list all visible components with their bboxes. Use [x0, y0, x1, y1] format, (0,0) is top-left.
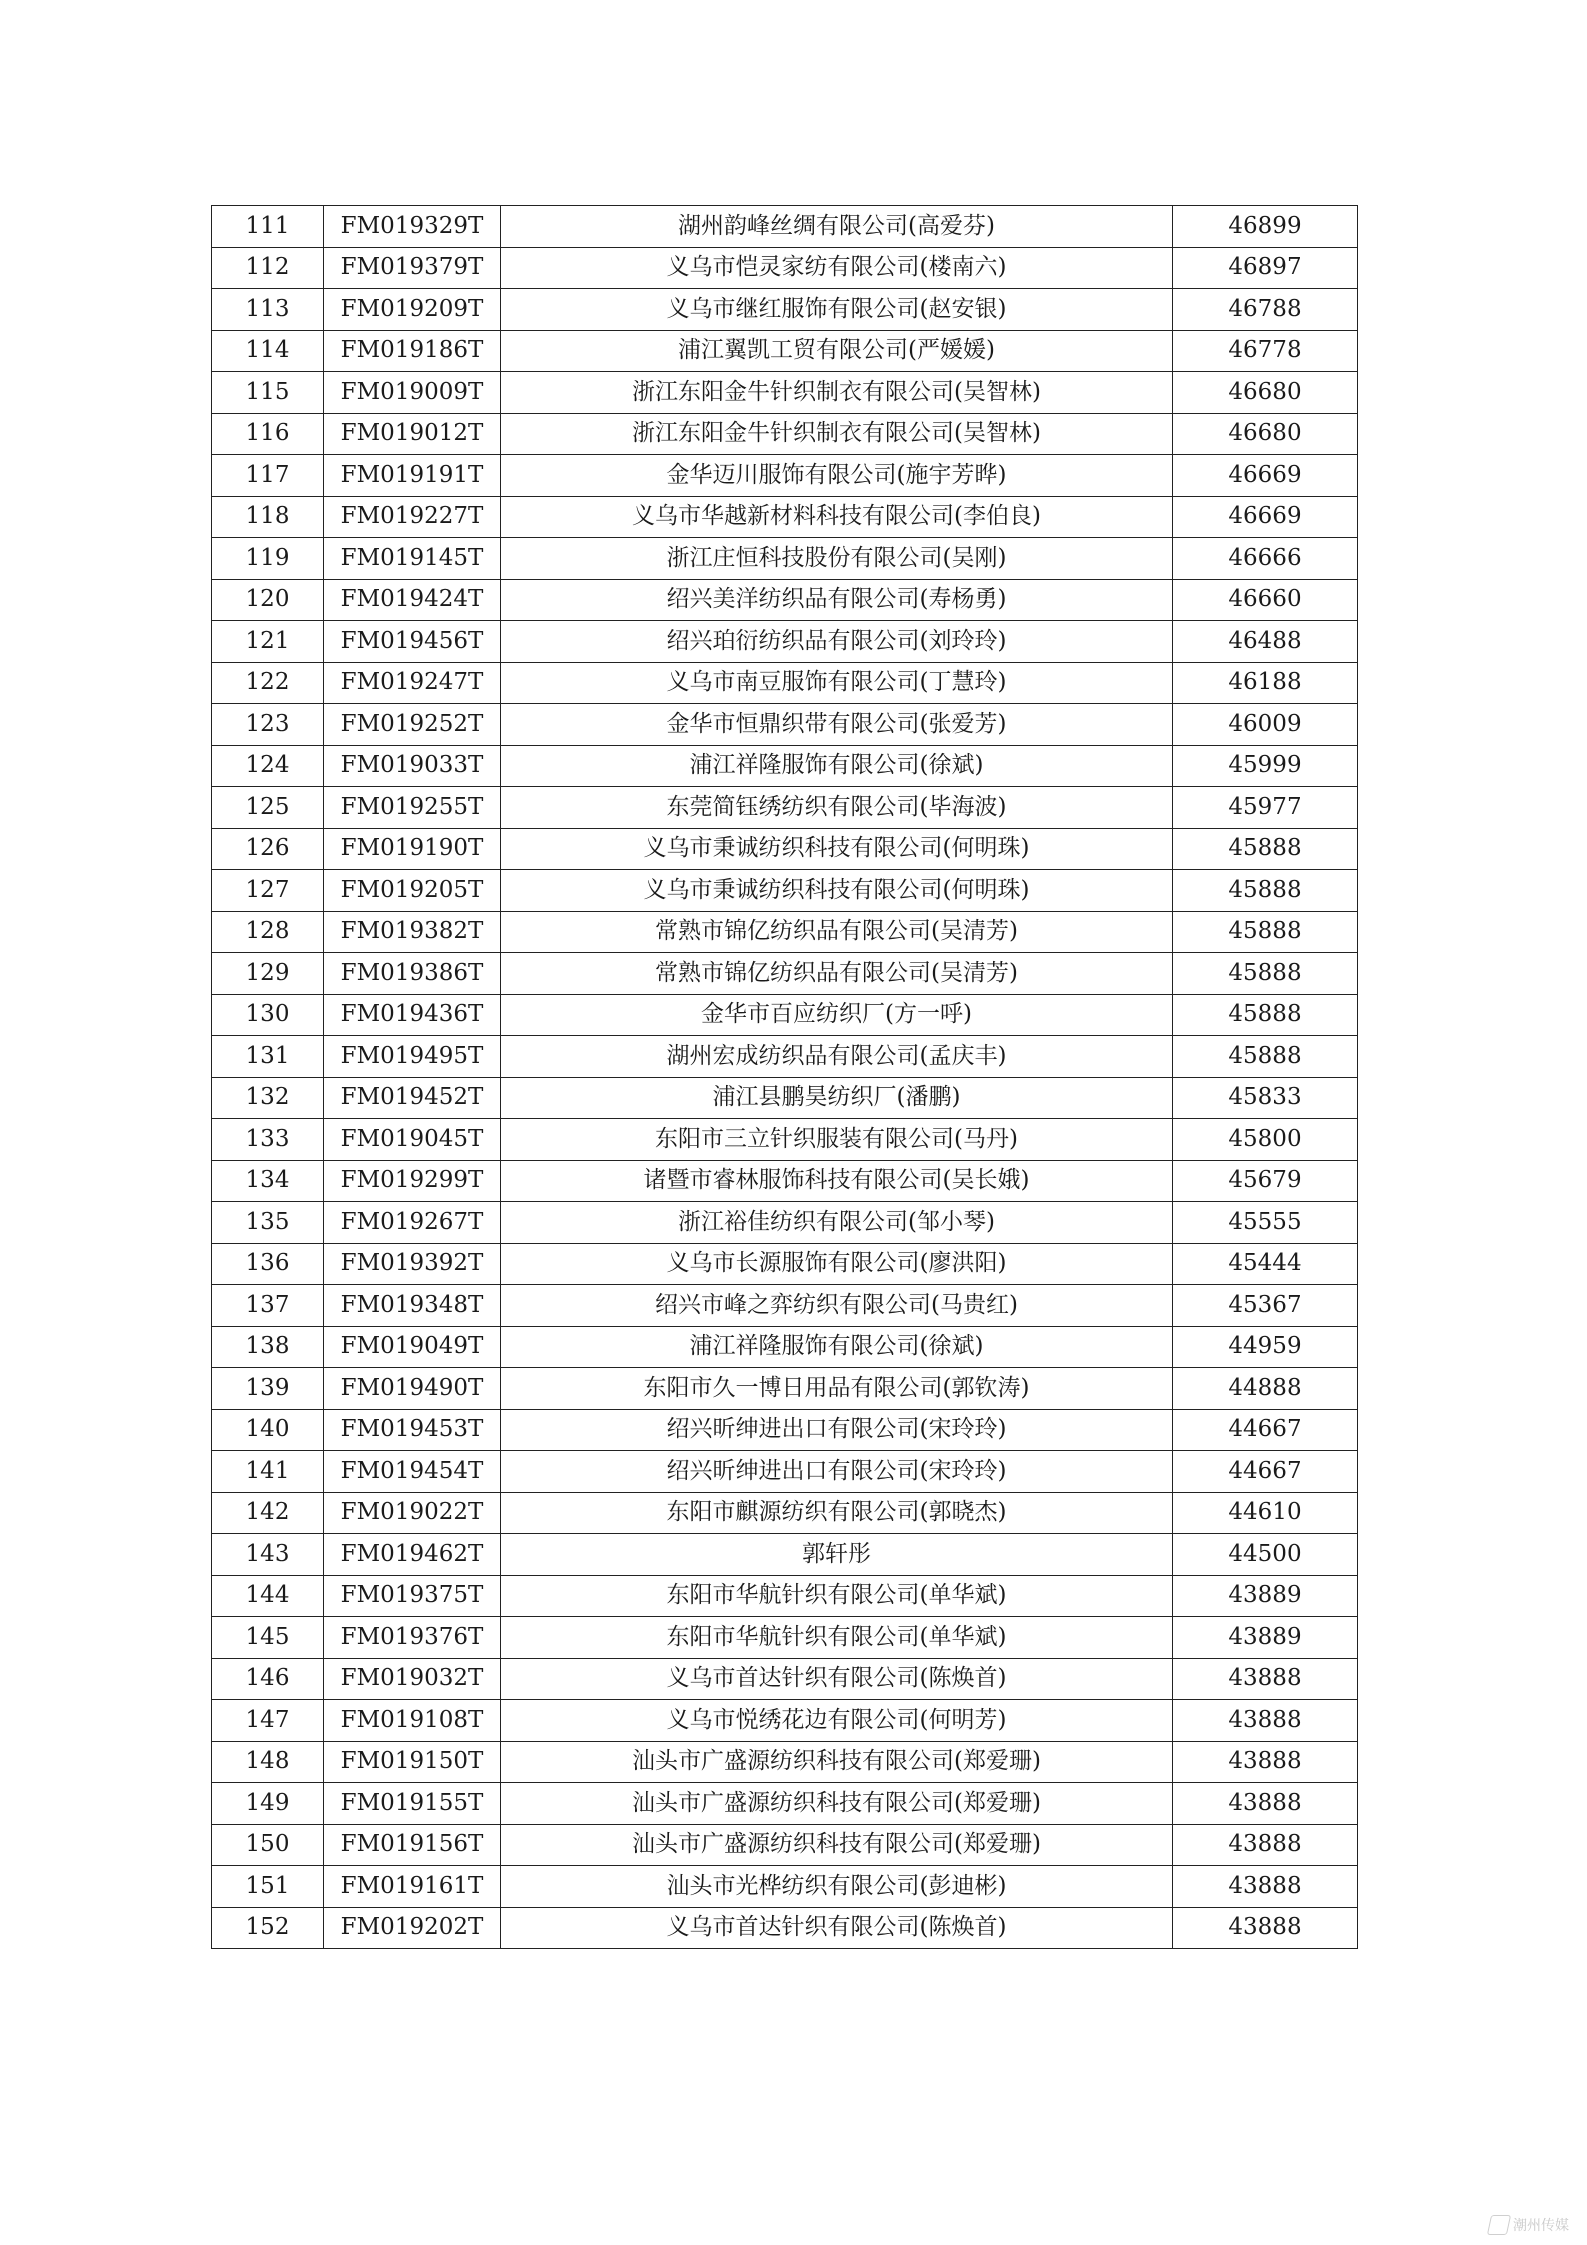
- cell-company-name: 东阳市三立针织服装有限公司(马丹): [501, 1119, 1173, 1161]
- cell-value: 43889: [1173, 1575, 1358, 1617]
- cell-rank: 144: [212, 1575, 324, 1617]
- cell-code: FM019155T: [324, 1783, 501, 1825]
- cell-company-name: 绍兴市峰之弈纺织有限公司(马贵红): [501, 1285, 1173, 1327]
- cell-code: FM019190T: [324, 828, 501, 870]
- cell-rank: 152: [212, 1907, 324, 1949]
- cell-company-name: 东阳市华航针织有限公司(单华斌): [501, 1617, 1173, 1659]
- cell-rank: 134: [212, 1160, 324, 1202]
- cell-code: FM019379T: [324, 247, 501, 289]
- cell-company-name: 浙江庄恒科技股份有限公司(吴刚): [501, 538, 1173, 580]
- cell-value: 43888: [1173, 1783, 1358, 1825]
- table-row: [212, 579, 1358, 621]
- cell-code: FM019252T: [324, 704, 501, 746]
- cell-rank: 129: [212, 953, 324, 995]
- cell-code: FM019009T: [324, 372, 501, 414]
- cell-value: 45977: [1173, 787, 1358, 829]
- cell-rank: 125: [212, 787, 324, 829]
- cell-company-name: 绍兴昕绅进出口有限公司(宋玲玲): [501, 1409, 1173, 1451]
- table-row: [212, 372, 1358, 414]
- watermark: [1489, 2215, 1569, 2235]
- cell-code: FM019156T: [324, 1824, 501, 1866]
- cell-value: 43889: [1173, 1617, 1358, 1659]
- cell-company-name: 义乌市继红服饰有限公司(赵安银): [501, 289, 1173, 331]
- cell-rank: 138: [212, 1326, 324, 1368]
- table-row: [212, 1907, 1358, 1949]
- table-row: [212, 1741, 1358, 1783]
- cell-company-name: 东阳市麒源纺织有限公司(郭晓杰): [501, 1492, 1173, 1534]
- cell-company-name: 义乌市南豆服饰有限公司(丁慧玲): [501, 662, 1173, 704]
- cell-company-name: 诸暨市睿林服饰科技有限公司(吴长娥): [501, 1160, 1173, 1202]
- cell-company-name: 义乌市恺灵家纺有限公司(楼南六): [501, 247, 1173, 289]
- cell-rank: 121: [212, 621, 324, 663]
- cell-value: 44500: [1173, 1534, 1358, 1576]
- table-row: [212, 828, 1358, 870]
- table-row: [212, 1658, 1358, 1700]
- cell-code: FM019186T: [324, 330, 501, 372]
- cell-rank: 113: [212, 289, 324, 331]
- cell-code: FM019247T: [324, 662, 501, 704]
- cell-code: FM019376T: [324, 1617, 501, 1659]
- cell-rank: 136: [212, 1243, 324, 1285]
- cell-rank: 141: [212, 1451, 324, 1493]
- cell-code: FM019462T: [324, 1534, 501, 1576]
- cell-value: 46669: [1173, 455, 1358, 497]
- cell-company-name: 绍兴珀衍纺织品有限公司(刘玲玲): [501, 621, 1173, 663]
- table-row: [212, 994, 1358, 1036]
- table-row: [212, 496, 1358, 538]
- cell-rank: 133: [212, 1119, 324, 1161]
- cell-code: FM019145T: [324, 538, 501, 580]
- table-row: [212, 662, 1358, 704]
- cell-code: FM019045T: [324, 1119, 501, 1161]
- table-row: [212, 455, 1358, 497]
- cell-rank: 119: [212, 538, 324, 580]
- cell-code: FM019375T: [324, 1575, 501, 1617]
- table-row: [212, 1202, 1358, 1244]
- cell-rank: 149: [212, 1783, 324, 1825]
- cell-code: FM019150T: [324, 1741, 501, 1783]
- cell-value: 43888: [1173, 1741, 1358, 1783]
- cell-code: FM019191T: [324, 455, 501, 497]
- cell-rank: 139: [212, 1368, 324, 1410]
- cell-company-name: 汕头市广盛源纺织科技有限公司(郑爱珊): [501, 1824, 1173, 1866]
- cell-code: FM019202T: [324, 1907, 501, 1949]
- table-row: [212, 206, 1358, 248]
- cell-value: 46778: [1173, 330, 1358, 372]
- cell-company-name: 义乌市首达针织有限公司(陈焕首): [501, 1658, 1173, 1700]
- cell-company-name: 义乌市秉诚纺织科技有限公司(何明珠): [501, 828, 1173, 870]
- cell-company-name: 汕头市广盛源纺织科技有限公司(郑爱珊): [501, 1741, 1173, 1783]
- cell-rank: 148: [212, 1741, 324, 1783]
- cell-company-name: 浦江县鹏昊纺织厂(潘鹏): [501, 1077, 1173, 1119]
- table-row: [212, 538, 1358, 580]
- cell-company-name: 绍兴美洋纺织品有限公司(寿杨勇): [501, 579, 1173, 621]
- cell-value: 44667: [1173, 1409, 1358, 1451]
- cell-code: FM019456T: [324, 621, 501, 663]
- cell-rank: 142: [212, 1492, 324, 1534]
- table-row: [212, 1492, 1358, 1534]
- cell-value: 43888: [1173, 1824, 1358, 1866]
- cell-company-name: 金华市恒鼎织带有限公司(张爱芳): [501, 704, 1173, 746]
- cell-company-name: 东阳市华航针织有限公司(单华斌): [501, 1575, 1173, 1617]
- table-row: [212, 330, 1358, 372]
- cell-rank: 140: [212, 1409, 324, 1451]
- cell-rank: 120: [212, 579, 324, 621]
- table-row: [212, 1617, 1358, 1659]
- cell-value: 44888: [1173, 1368, 1358, 1410]
- cell-value: 45888: [1173, 911, 1358, 953]
- cell-value: 45679: [1173, 1160, 1358, 1202]
- table-row: [212, 1243, 1358, 1285]
- cell-value: 46669: [1173, 496, 1358, 538]
- cell-rank: 146: [212, 1658, 324, 1700]
- cell-code: FM019453T: [324, 1409, 501, 1451]
- table-row: [212, 1119, 1358, 1161]
- cell-code: FM019382T: [324, 911, 501, 953]
- table-row: [212, 1783, 1358, 1825]
- cell-value: 44959: [1173, 1326, 1358, 1368]
- cell-company-name: 浦江祥隆服饰有限公司(徐斌): [501, 745, 1173, 787]
- cell-value: 43888: [1173, 1658, 1358, 1700]
- table-row: [212, 1824, 1358, 1866]
- cell-rank: 117: [212, 455, 324, 497]
- cell-rank: 150: [212, 1824, 324, 1866]
- cell-value: 43888: [1173, 1866, 1358, 1908]
- results-table: [211, 205, 1358, 1949]
- cell-company-name: 浙江东阳金牛针织制衣有限公司(吴智林): [501, 372, 1173, 414]
- cell-code: FM019022T: [324, 1492, 501, 1534]
- table-row: [212, 1368, 1358, 1410]
- cell-rank: 135: [212, 1202, 324, 1244]
- cell-company-name: 常熟市锦亿纺织品有限公司(吴清芳): [501, 911, 1173, 953]
- table-row: [212, 1036, 1358, 1078]
- cell-company-name: 湖州韵峰丝绸有限公司(高爱芬): [501, 206, 1173, 248]
- cell-code: FM019452T: [324, 1077, 501, 1119]
- cell-company-name: 金华市百应纺织厂(方一呼): [501, 994, 1173, 1036]
- cell-value: 46666: [1173, 538, 1358, 580]
- cell-value: 43888: [1173, 1700, 1358, 1742]
- cell-company-name: 义乌市长源服饰有限公司(廖洪阳): [501, 1243, 1173, 1285]
- cell-code: FM019205T: [324, 870, 501, 912]
- table-row: [212, 704, 1358, 746]
- cell-rank: 127: [212, 870, 324, 912]
- table-row: [212, 1077, 1358, 1119]
- cell-code: FM019392T: [324, 1243, 501, 1285]
- table-row: [212, 1575, 1358, 1617]
- cell-value: 45888: [1173, 994, 1358, 1036]
- cell-code: FM019299T: [324, 1160, 501, 1202]
- table-row: [212, 1285, 1358, 1327]
- cell-value: 46897: [1173, 247, 1358, 289]
- table-row: [212, 787, 1358, 829]
- cell-code: FM019255T: [324, 787, 501, 829]
- table-row: [212, 621, 1358, 663]
- table-row: [212, 1326, 1358, 1368]
- table-row: [212, 1866, 1358, 1908]
- cell-company-name: 浦江祥隆服饰有限公司(徐斌): [501, 1326, 1173, 1368]
- table-row: [212, 953, 1358, 995]
- cell-value: 45800: [1173, 1119, 1358, 1161]
- table-row: [212, 1534, 1358, 1576]
- cell-code: FM019049T: [324, 1326, 501, 1368]
- cell-code: FM019012T: [324, 413, 501, 455]
- cell-value: 45833: [1173, 1077, 1358, 1119]
- cell-company-name: 金华迈川服饰有限公司(施宇芳晔): [501, 455, 1173, 497]
- cell-code: FM019495T: [324, 1036, 501, 1078]
- table-row: [212, 1160, 1358, 1202]
- cell-value: 45444: [1173, 1243, 1358, 1285]
- cell-code: FM019032T: [324, 1658, 501, 1700]
- cell-value: 45888: [1173, 953, 1358, 995]
- cell-value: 44667: [1173, 1451, 1358, 1493]
- cell-value: 45555: [1173, 1202, 1358, 1244]
- cell-rank: 128: [212, 911, 324, 953]
- table-row: [212, 870, 1358, 912]
- cell-code: FM019227T: [324, 496, 501, 538]
- cell-rank: 112: [212, 247, 324, 289]
- cell-rank: 130: [212, 994, 324, 1036]
- cell-company-name: 义乌市秉诚纺织科技有限公司(何明珠): [501, 870, 1173, 912]
- cell-rank: 126: [212, 828, 324, 870]
- cell-value: 46788: [1173, 289, 1358, 331]
- cell-code: FM019386T: [324, 953, 501, 995]
- cell-company-name: 绍兴昕绅进出口有限公司(宋玲玲): [501, 1451, 1173, 1493]
- cell-code: FM019424T: [324, 579, 501, 621]
- cell-rank: 137: [212, 1285, 324, 1327]
- cell-rank: 116: [212, 413, 324, 455]
- cell-company-name: 浙江东阳金牛针织制衣有限公司(吴智林): [501, 413, 1173, 455]
- cell-company-name: 汕头市光桦纺织有限公司(彭迪彬): [501, 1866, 1173, 1908]
- cell-code: FM019033T: [324, 745, 501, 787]
- cell-company-name: 东阳市久一博日用品有限公司(郭钦涛): [501, 1368, 1173, 1410]
- cell-value: 46188: [1173, 662, 1358, 704]
- cell-company-name: 义乌市华越新材料科技有限公司(李伯良): [501, 496, 1173, 538]
- cell-value: 45888: [1173, 1036, 1358, 1078]
- watermark-text: 潮州传媒: [1513, 2218, 1569, 2234]
- cell-rank: 123: [212, 704, 324, 746]
- cell-value: 46660: [1173, 579, 1358, 621]
- cell-value: 45367: [1173, 1285, 1358, 1327]
- cell-company-name: 东莞简钰绣纺织有限公司(毕海波): [501, 787, 1173, 829]
- cell-value: 46009: [1173, 704, 1358, 746]
- cell-code: FM019161T: [324, 1866, 501, 1908]
- cell-value: 44610: [1173, 1492, 1358, 1534]
- cell-code: FM019348T: [324, 1285, 501, 1327]
- cell-rank: 147: [212, 1700, 324, 1742]
- cell-code: FM019209T: [324, 289, 501, 331]
- cell-value: 43888: [1173, 1907, 1358, 1949]
- table-row: [212, 1451, 1358, 1493]
- cell-rank: 131: [212, 1036, 324, 1078]
- cell-value: 46680: [1173, 372, 1358, 414]
- table-row: [212, 745, 1358, 787]
- cell-value: 45888: [1173, 828, 1358, 870]
- cell-rank: 114: [212, 330, 324, 372]
- table-row: [212, 413, 1358, 455]
- cell-rank: 118: [212, 496, 324, 538]
- cell-company-name: 浙江裕佳纺织有限公司(邹小琴): [501, 1202, 1173, 1244]
- cell-code: FM019267T: [324, 1202, 501, 1244]
- cell-code: FM019436T: [324, 994, 501, 1036]
- cell-company-name: 郭轩彤: [501, 1534, 1173, 1576]
- cell-value: 46899: [1173, 206, 1358, 248]
- cell-company-name: 浦江翼凯工贸有限公司(严媛媛): [501, 330, 1173, 372]
- cell-rank: 115: [212, 372, 324, 414]
- cell-rank: 124: [212, 745, 324, 787]
- table-row: [212, 289, 1358, 331]
- cell-value: 46488: [1173, 621, 1358, 663]
- cell-code: FM019490T: [324, 1368, 501, 1410]
- watermark-logo-icon: [1487, 2215, 1511, 2235]
- cell-company-name: 义乌市悦绣花边有限公司(何明芳): [501, 1700, 1173, 1742]
- cell-rank: 143: [212, 1534, 324, 1576]
- cell-rank: 151: [212, 1866, 324, 1908]
- cell-rank: 132: [212, 1077, 324, 1119]
- cell-value: 45999: [1173, 745, 1358, 787]
- cell-company-name: 汕头市广盛源纺织科技有限公司(郑爱珊): [501, 1783, 1173, 1825]
- results-table-body: [212, 206, 1358, 1949]
- cell-code: FM019329T: [324, 206, 501, 248]
- cell-code: FM019454T: [324, 1451, 501, 1493]
- table-row: [212, 1409, 1358, 1451]
- table-row: [212, 1700, 1358, 1742]
- cell-rank: 111: [212, 206, 324, 248]
- table-row: [212, 911, 1358, 953]
- table-row: [212, 247, 1358, 289]
- cell-code: FM019108T: [324, 1700, 501, 1742]
- cell-value: 46680: [1173, 413, 1358, 455]
- cell-value: 45888: [1173, 870, 1358, 912]
- cell-company-name: 义乌市首达针织有限公司(陈焕首): [501, 1907, 1173, 1949]
- cell-company-name: 湖州宏成纺织品有限公司(孟庆丰): [501, 1036, 1173, 1078]
- cell-company-name: 常熟市锦亿纺织品有限公司(吴清芳): [501, 953, 1173, 995]
- cell-rank: 122: [212, 662, 324, 704]
- cell-rank: 145: [212, 1617, 324, 1659]
